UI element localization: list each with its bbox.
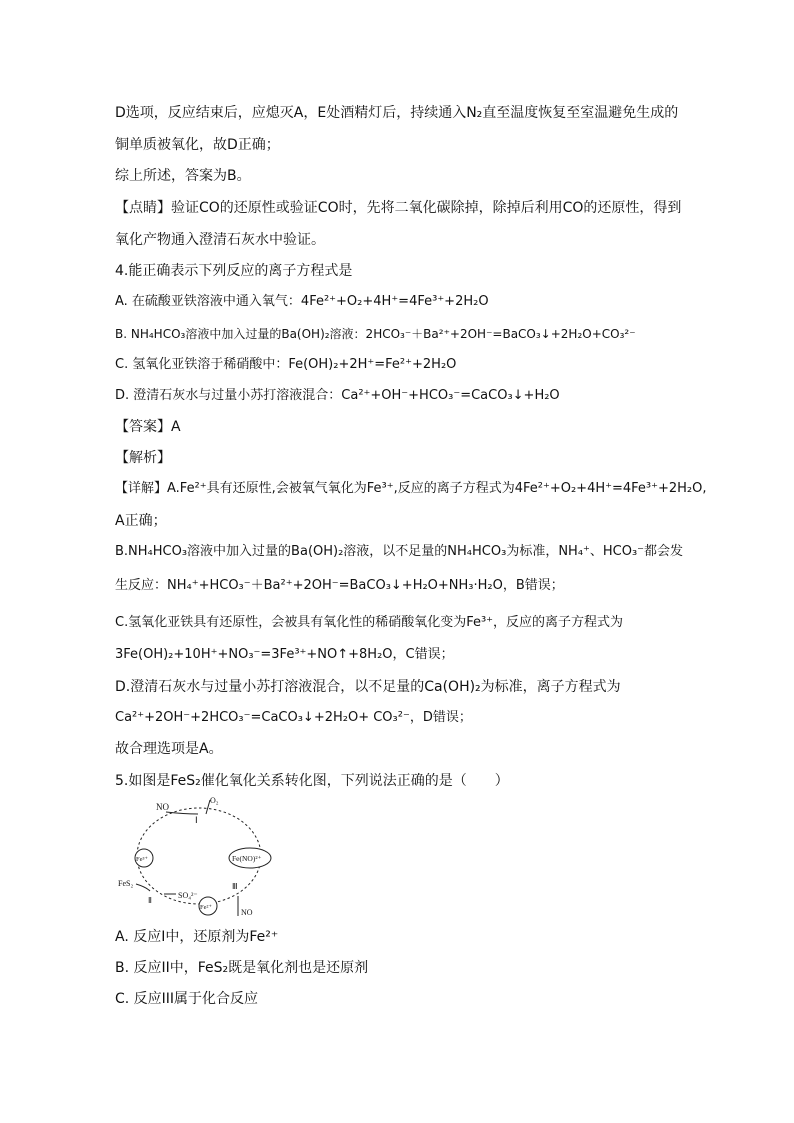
question-5-title: 5.如图是FeS₂催化氧化关系转化图，下列说法正确的是（ ） [115, 773, 509, 789]
note-line: 【点睛】验证CO的还原性或验证CO时，先将二氧化碳除掉，除掉后利用CO的还原性，得到 [115, 200, 682, 216]
text-line: 3Fe(OH)₂+10H⁺+NO₃⁻=3Fe³⁺+NO↑+8H₂O，C错误； [115, 647, 454, 662]
fe3-label: Fe³⁺ [136, 856, 148, 863]
fes2-cycle-diagram [114, 794, 284, 918]
text-line: 综上所述，答案为B。 [115, 168, 251, 184]
answer-line: 【答案】A [115, 419, 181, 435]
q5-option-a: A. 反应I中，还原剂为Fe²⁺ [115, 929, 279, 945]
option-d: D. 澄清石灰水与过量小苏打溶液混合：Ca²⁺+OH⁻+HCO₃⁻=CaCO₃↓+H₂O [115, 388, 560, 403]
so4-label: SO₄²⁻ [178, 891, 198, 900]
option-a: A. 在硫酸亚铁溶液中通入氧气：4Fe²⁺+O₂+4H⁺=4Fe³⁺+2H₂O [115, 294, 489, 309]
analysis-heading: 【解析】 [115, 450, 171, 466]
text-line: 生反应：NH₄⁺+HCO₃⁻＋Ba²⁺+2OH⁻=BaCO₃↓+H₂O+NH₃·H₂O，B错误； [115, 578, 564, 593]
option-b: B. NH₄HCO₃溶液中加入过量的Ba(OH)₂溶液：2HCO₃⁻＋Ba²⁺+2OH⁻=BaCO₃↓+2H₂O+CO₃²⁻ [115, 327, 636, 341]
explanation-c: C.氢氧化亚铁具有还原性，会被具有氧化性的稀硝酸氧化变为Fe³⁺，反应的离子方程式为 [115, 615, 624, 630]
reaction-i-label: Ⅰ [195, 815, 198, 825]
text-line: 铜单质被氧化，故D正确； [115, 137, 280, 153]
text-line: D选项，反应结束后，应熄灭A，E处酒精灯后，持续通入N₂直至温度恢复至室温避免生成的 [115, 105, 679, 121]
o2-label: O₂ [210, 796, 219, 805]
question-4-title: 4.能正确表示下列反应的离子方程式是 [115, 263, 353, 279]
explanation-a: 【详解】A.Fe²⁺具有还原性,会被氧气氧化为Fe³⁺,反应的离子方程式为4Fe²⁺+O₂+4H⁺=4Fe³⁺+2H₂O, [115, 481, 707, 496]
fes2-label: FeS₂ [118, 879, 134, 888]
no-bottom-label: NO [241, 908, 253, 917]
fe-no-label: Fe(NO)²⁺ [232, 854, 262, 863]
text-line: Ca²⁺+2OH⁻+2HCO₃⁻=CaCO₃↓+2H₂O+ CO₃²⁻，D错误； [115, 710, 472, 725]
text-line: A正确； [115, 513, 167, 529]
explanation-b: B.NH₄HCO₃溶液中加入过量的Ba(OH)₂溶液，以不足量的NH₄HCO₃为标准，NH₄⁺、HCO₃⁻都会发 [115, 544, 684, 559]
option-c: C. 氢氧化亚铁溶于稀硝酸中：Fe(OH)₂+2H⁺=Fe²⁺+2H₂O [115, 357, 457, 372]
q5-option-c: C. 反应III属于化合反应 [115, 991, 259, 1007]
explanation-d: D.澄清石灰水与过量小苏打溶液混合，以不足量的Ca(OH)₂为标准，离子方程式为 [115, 679, 621, 695]
fes2-arrow [136, 884, 150, 891]
reaction-ii-label: Ⅱ [148, 896, 152, 905]
no-top-label: NO [156, 802, 169, 812]
q5-option-b: B. 反应II中，FeS₂既是氧化剂也是还原剂 [115, 960, 369, 976]
reaction-iii-label: Ⅲ [232, 882, 238, 891]
text-line: 氧化产物通入澄清石灰水中验证。 [115, 232, 325, 248]
fe2-label: Fe²⁺ [200, 904, 212, 911]
conclusion-line: 故合理选项是A。 [115, 741, 223, 757]
